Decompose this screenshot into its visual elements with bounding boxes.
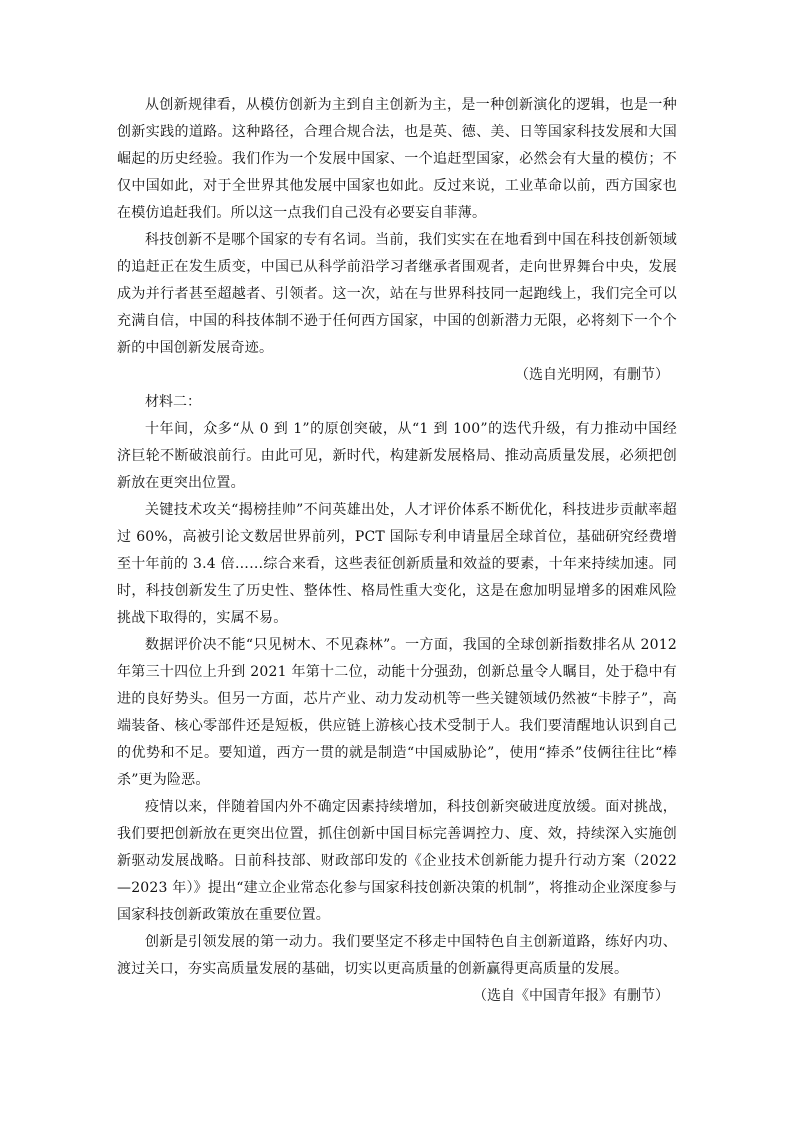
paragraph-2: 科技创新不是哪个国家的专有名词。当前，我们实实在在地看到中国在科技创新领域的追赶正在发生质变，中国已从科学前沿学习者继承者围观者，走向世界舞台中央，发展成为并行者甚至超越者、引领者。这一次，站在与世界科技同一起跑线上，我们完全可以充满自信，中国的科技体制不逊于任何西方国家，中国的创新潜力无限，必将刻下一个个新的中国创新发展奇迹。	[117, 232, 677, 356]
paragraph-1: 从创新规律看，从模仿创新为主到自主创新为主，是一种创新演化的逻辑，也是一种创新实践的道路。这种路径，合理合规合法，也是英、德、美、日等国家科技发展和大国崛起的历史经验。我们作为一个发展中国家、一个追赶型国家，必然会有大量的模仿；不仅中国如此，对于全世界其他发展中国家也如此。反过来说，工业革命以前，西方国家也在模仿追赶我们。所以这一点我们自己没有必要妄自菲薄。	[117, 97, 677, 221]
paragraph-6: 疫情以来，伴随着国内外不确定因素持续增加，科技创新突破进度放缓。面对挑战，我们要把创新放在更突出位置，抓住创新中国目标完善调控力、度、效，持续深入实施创新驱动发展战略。日前科技部、财政部印发的《企业技术创新能力提升行动方案（2022—2023 年）》提出“建立企业常态化参与国家科技创新决策的机制”，将推动企业深度参与国家科技创新政策放在重要位置。	[117, 799, 677, 923]
paragraph-4: 关键技术攻关“揭榜挂帅”不问英雄出处，人才评价体系不断优化，科技进步贡献率超过 60%，高被引论文数居世界前列，PCT 国际专利申请量居全球首位，基础研究经费增至十年前的 3.4 倍……综合来看，这些表征创新质量和效益的要素，十年来持续加速。同时，科技创新发生了历史性、整体性、格局性重大变化，这是在愈加明显增多的困难风险挑战下取得的，实属不易。	[117, 502, 677, 626]
source-citation-2: （选自《中国青年报》有删节）	[473, 988, 669, 1004]
material-heading: 材料二：	[145, 394, 201, 410]
source-citation-1: （选自光明网，有删节）	[515, 367, 669, 383]
paragraph-5: 数据评价决不能“只见树木、不见森林”。一方面，我国的全球创新指数排名从 2012 年第三十四位上升到 2021 年第十二位，动能十分强劲，创新总量令人瞩目，处于稳中有进的良好势头。但另一方面，芯片产业、动力发动机等一些关键领域仍然被“卡脖子”，高端装备、核心零部件还是短板，供应链上游核心技术受制于人。我们要清醒地认识到自己的优势和不足。要知道，西方一贯的就是制造“中国威胁论”，使用“捧杀”伎俩往往比“棒杀”更为险恶。	[117, 637, 677, 788]
document-page	[117, 92, 677, 1010]
paragraph-7: 创新是引领发展的第一动力。我们要坚定不移走中国特色自主创新道路，练好内功、渡过关口，夯实高质量发展的基础，切实以更高质量的创新赢得更高质量的发展。	[117, 934, 677, 977]
paragraph-3: 十年间，众多“从 0 到 1”的原创突破，从“1 到 100”的迭代升级，有力推动中国经济巨轮不断破浪前行。由此可见，新时代，构建新发展格局、推动高质量发展，必须把创新放在更突出位置。	[117, 421, 677, 491]
